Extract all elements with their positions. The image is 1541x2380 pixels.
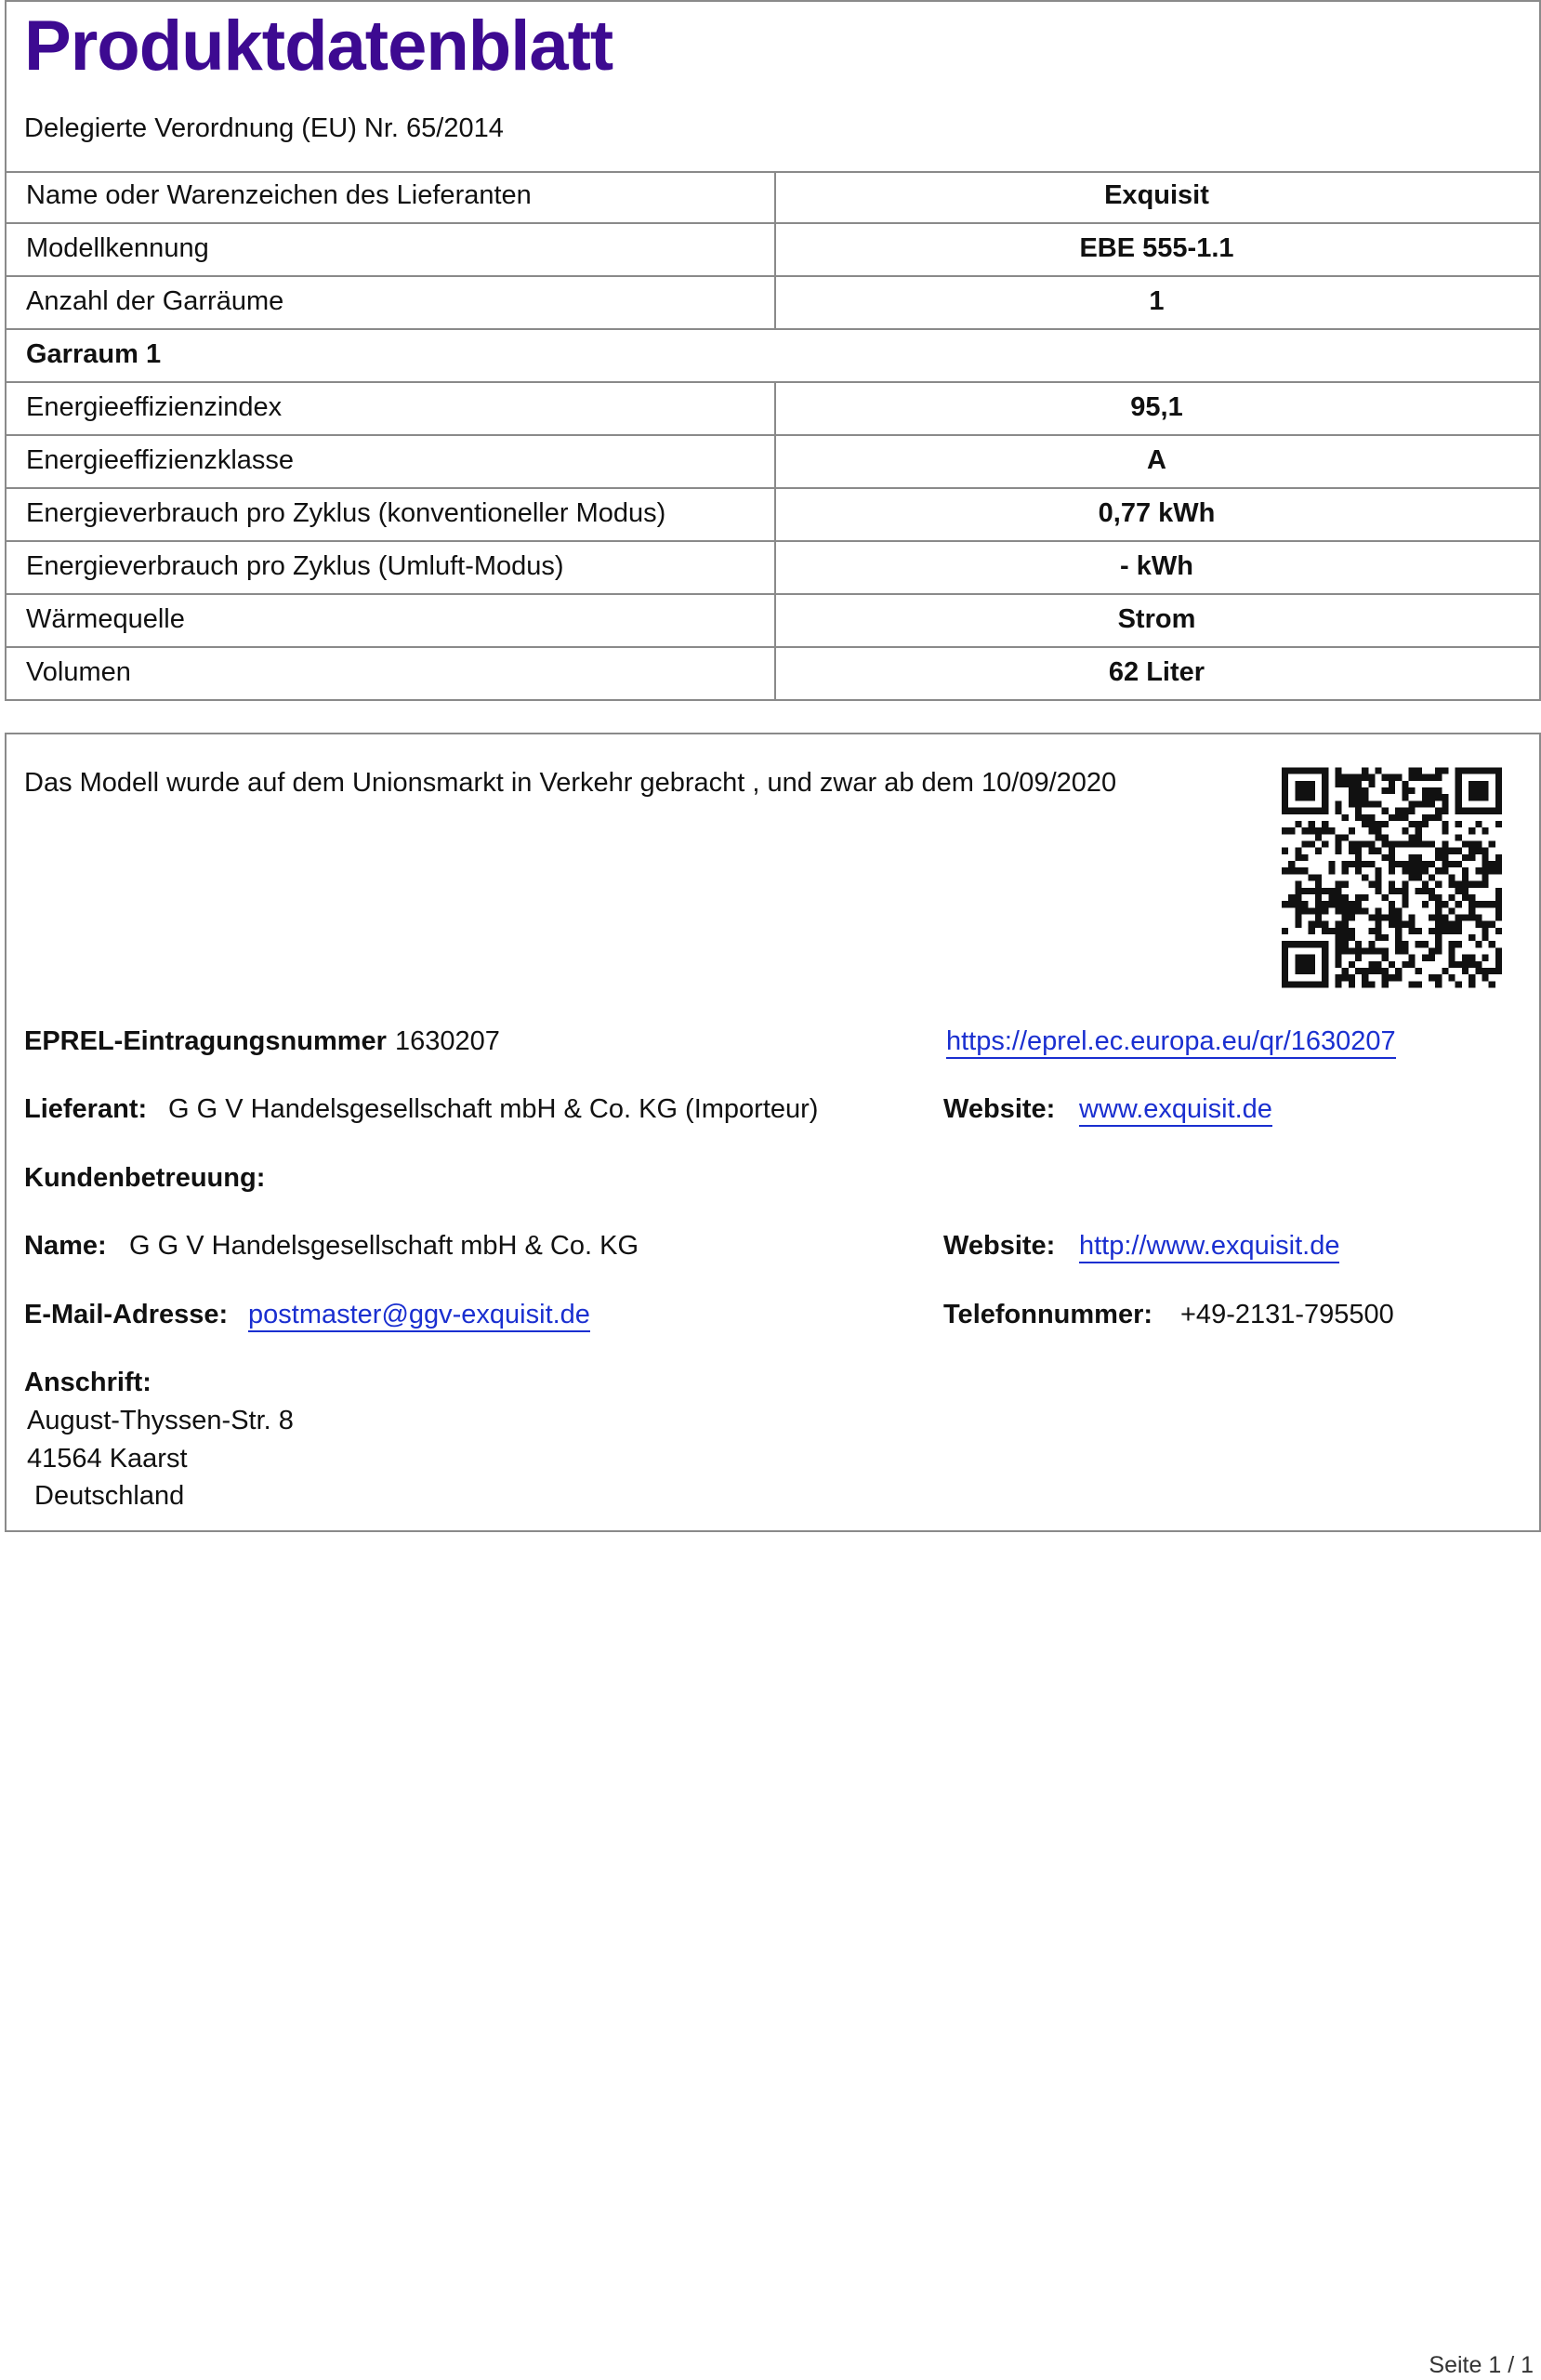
table-row	[5, 648, 1541, 701]
row-label: Anzahl der Garräume	[26, 286, 284, 316]
row-value: 62 Liter	[1108, 657, 1205, 687]
phone-label: Telefonnummer:	[943, 1300, 1153, 1329]
row-value: - kWh	[1120, 551, 1193, 581]
website-label: Website:	[943, 1094, 1056, 1124]
row-value: Strom	[1117, 604, 1196, 634]
row-value: 0,77 kWh	[1098, 498, 1216, 528]
row-label: Energieverbrauch pro Zyklus (konventioneller Modus)	[26, 498, 666, 528]
table-row	[5, 436, 1541, 489]
table-row	[5, 224, 1541, 277]
row-value: 95,1	[1130, 392, 1183, 422]
row-label: Modellkennung	[26, 233, 209, 263]
address-street: August-Thyssen-Str. 8	[27, 1406, 294, 1435]
supplier-label: Lieferant:	[24, 1094, 148, 1124]
website2-link[interactable]: http://www.exquisit.de	[1079, 1231, 1339, 1263]
row-label: Wärmequelle	[26, 604, 185, 634]
table-row	[5, 595, 1541, 648]
section-row-garraum	[5, 330, 1541, 383]
table-row	[5, 489, 1541, 542]
row-label: Name oder Warenzeichen des Lieferanten	[26, 180, 532, 210]
email-label: E-Mail-Adresse:	[24, 1300, 229, 1329]
address-city: 41564 Kaarst	[27, 1444, 188, 1474]
row-label: Energieeffizienzklasse	[26, 445, 295, 475]
table-row	[5, 542, 1541, 595]
eprel-number: 1630207	[395, 1026, 500, 1056]
eprel-link[interactable]: https://eprel.ec.europa.eu/qr/1630207	[946, 1026, 1396, 1059]
customer-service-label: Kundenbetreuung:	[24, 1163, 266, 1193]
name-label: Name:	[24, 1231, 107, 1261]
market-date-text: Das Modell wurde auf dem Unionsmarkt in Verkehr gebracht , und zwar ab dem 10/09/2020	[24, 768, 1117, 798]
table-row	[5, 277, 1541, 330]
table-row	[5, 171, 1541, 224]
row-value: EBE 555-1.1	[1079, 233, 1234, 263]
regulation-subtitle: Delegierte Verordnung (EU) Nr. 65/2014	[24, 113, 504, 143]
row-value: A	[1147, 445, 1166, 475]
website2-label: Website:	[943, 1231, 1056, 1261]
website-link[interactable]: www.exquisit.de	[1079, 1094, 1272, 1127]
row-value: 1	[1149, 286, 1165, 316]
phone-value: +49-2131-795500	[1180, 1300, 1394, 1329]
row-label: Energieeffizienzindex	[26, 392, 283, 422]
row-label: Energieverbrauch pro Zyklus (Umluft-Modus)	[26, 551, 564, 581]
name-value: G G V Handelsgesellschaft mbH & Co. KG	[129, 1231, 639, 1261]
email-link[interactable]: postmaster@ggv-exquisit.de	[248, 1300, 590, 1332]
section-label: Garraum 1	[26, 339, 162, 369]
qr-code[interactable]	[1282, 766, 1502, 989]
page-number: Seite 1 / 1	[1429, 2352, 1534, 2378]
row-value: Exquisit	[1104, 180, 1209, 210]
supplier-value: G G V Handelsgesellschaft mbH & Co. KG (Importeur)	[168, 1094, 819, 1124]
address-country: Deutschland	[34, 1481, 185, 1511]
eprel-label: EPREL-Eintragungsnummer	[24, 1026, 387, 1056]
address-label: Anschrift:	[24, 1368, 151, 1397]
row-label: Volumen	[26, 657, 131, 687]
page-title: Produktdatenblatt	[24, 7, 613, 86]
table-row	[5, 383, 1541, 436]
